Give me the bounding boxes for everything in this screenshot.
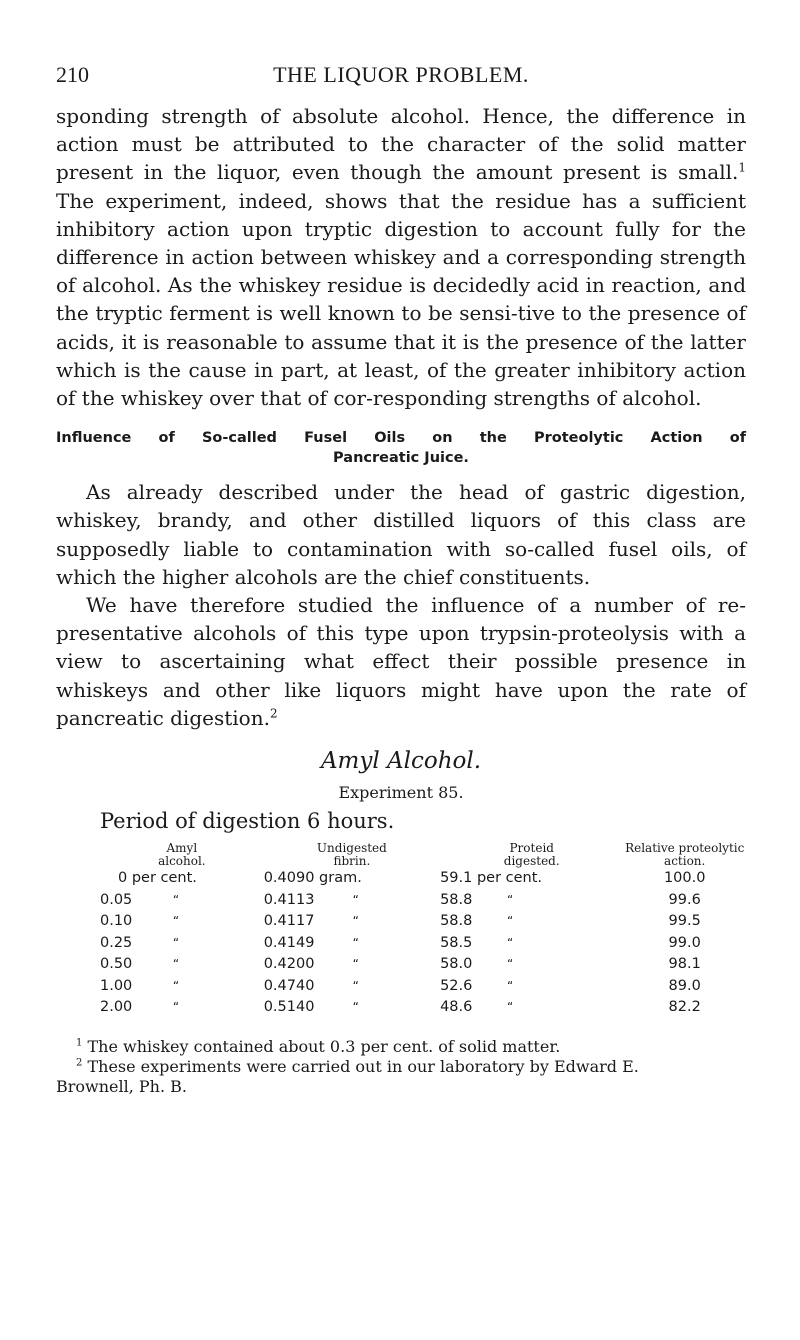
cell-value: 2.00 (100, 999, 133, 1016)
section-heading-line1: Influence of So-called Fusel Oils on the Proteolytic Action of (56, 430, 746, 447)
footnote-ref-2: 2 (269, 706, 278, 721)
ditto-mark: “ (172, 935, 180, 950)
cell-proteid (440, 976, 623, 998)
cell-value: 0.4113 (263, 891, 315, 908)
table-row (100, 954, 746, 976)
header-text: alcohol. (158, 854, 206, 869)
ditto-mark: “ (352, 892, 359, 907)
footnote-mark: 1 (76, 1037, 83, 1049)
ditto-mark: “ (172, 1000, 180, 1015)
cell-value: 58.0 (440, 956, 473, 973)
ditto-mark: “ (172, 978, 180, 993)
ditto-mark: “ (506, 914, 514, 929)
page-body (56, 102, 746, 1097)
paragraph-fusel-oils: As already described under the head of gastric digestion, whiskey, brandy, and other distilled liquors of this class are supposedly liable to contamination with so-called fusel oils, of which the higher alcohols are the chief constituents. (56, 480, 746, 589)
header-amyl-alcohol (100, 842, 264, 868)
cell-relative: 99.5 (668, 913, 701, 930)
ditto-mark: “ (506, 1000, 514, 1015)
header-undigested-fibrin (264, 842, 440, 868)
cell-relative: 98.1 (668, 956, 701, 973)
section-heading (56, 428, 746, 468)
cell-fibrin (264, 997, 440, 1019)
cell-value: 0.4149 (263, 934, 315, 951)
header-text: action. (664, 854, 706, 869)
ditto-mark: “ (506, 935, 514, 950)
cell-relative: 99.0 (668, 934, 701, 951)
cell-value: 0.25 (100, 934, 133, 951)
cell-value: 58.8 (440, 913, 473, 930)
paragraph-continuation (56, 102, 746, 412)
cell-relative: 82.2 (668, 999, 701, 1016)
ditto-mark: “ (352, 978, 359, 993)
experiment-label: Experiment 85. (338, 783, 464, 803)
header-text: Proteid (509, 841, 554, 856)
header-text: fibrin. (333, 854, 371, 869)
table-row (100, 976, 746, 998)
cell-proteid (440, 997, 623, 1019)
cell-proteid (440, 933, 623, 955)
cell-proteid (440, 954, 623, 976)
paragraph-study (56, 591, 746, 732)
header-text: Relative proteolytic (625, 841, 745, 856)
cell-amyl (100, 933, 264, 955)
cell-fibrin (264, 954, 440, 976)
table-row (100, 933, 746, 955)
header-text: Undigested (316, 841, 387, 856)
cell-relative: 89.0 (668, 977, 701, 994)
cell-proteid (440, 890, 623, 912)
table-row (100, 911, 746, 933)
footnote-text: These experiments were carried out in our laboratory by Edward E. (82, 1056, 639, 1076)
table-title: Amyl Alcohol. (320, 748, 482, 775)
footnote-mark: 2 (76, 1057, 83, 1069)
ditto-mark: “ (506, 892, 514, 907)
cell-value: 0.05 (100, 891, 133, 908)
paragraph-text: sponding strength of absolute alcohol. Hence, the difference in action must be attributed to the character of the solid matter present in the liquor, even though the amount present is small. (56, 104, 746, 185)
cell-relative: 100.0 (663, 870, 706, 887)
cell-amyl (100, 954, 264, 976)
footnote-text: The whiskey contained about 0.3 per cent. of solid matter. (82, 1036, 561, 1056)
table-row (100, 997, 746, 1019)
ditto-mark: “ (172, 892, 180, 907)
footnote-ref-1: 1 (738, 160, 746, 175)
cell-value: 52.6 (440, 977, 473, 994)
section-heading-line2: Pancreatic Juice. (333, 450, 469, 467)
footnotes (56, 1037, 746, 1097)
cell-amyl (100, 976, 264, 998)
table-header-row (100, 842, 746, 868)
ditto-mark: “ (172, 914, 180, 929)
ditto-mark: “ (506, 978, 514, 993)
ditto-mark: “ (172, 957, 180, 972)
cell-value: 58.8 (440, 891, 473, 908)
cell-fibrin (264, 911, 440, 933)
cell-relative: 99.6 (668, 891, 701, 908)
footnote-2-continuation: Brownell, Ph. B. (56, 1076, 187, 1096)
cell-fibrin: 0.4090 gram. (263, 870, 362, 887)
paragraph-text: We have therefore studied the influence of a number of re-presentative alcohols of this type upon trypsin-proteolysis with a view to ascertaining what effect their possible presence in whiskeys and other like liquors might have upon the rate of pancreatic digestion. (56, 593, 746, 730)
header-text: Amyl (166, 841, 198, 856)
table-row (100, 890, 746, 912)
cell-fibrin (264, 976, 440, 998)
ditto-mark: “ (506, 957, 514, 972)
amyl-alcohol-table (100, 842, 746, 1019)
cell-value: 1.00 (100, 977, 133, 994)
cell-value: 0.10 (100, 913, 133, 930)
footnote-2 (56, 1057, 746, 1077)
cell-value: 0.5140 (263, 999, 315, 1016)
paragraph-text: The experiment, indeed, shows that the residue has a sufficient inhibitory action upon tryptic digestion to account fully for the difference in action between whiskey and a corresponding strength of alcohol. As the whiskey residue is decidedly acid in reaction, and the tryptic ferment is well known to be sensi-tive to the presence of acids, it is reasonable to assume that it is the presence of the latter which is the cause in part, at least, of the greater inhibitory action of the whiskey over that of cor-responding strengths of alcohol. (56, 188, 746, 411)
cell-value: 0.4117 (263, 913, 315, 930)
header-text: digested. (503, 854, 560, 869)
header-relative-action (623, 842, 746, 868)
cell-value: 0.4740 (263, 977, 315, 994)
ditto-mark: “ (352, 957, 359, 972)
cell-amyl: 0 per cent. (118, 870, 197, 887)
cell-amyl (100, 890, 264, 912)
cell-value: 58.5 (440, 934, 473, 951)
cell-fibrin (264, 890, 440, 912)
cell-amyl (100, 997, 264, 1019)
cell-amyl (100, 911, 264, 933)
header-proteid-digested (440, 842, 623, 868)
ditto-mark: “ (352, 935, 359, 950)
footnote-1 (56, 1037, 746, 1057)
running-title: THE LIQUOR PROBLEM. (273, 62, 529, 87)
page-number: 210 (56, 62, 89, 87)
ditto-mark: “ (352, 914, 359, 929)
cell-value: 48.6 (440, 999, 473, 1016)
cell-proteid: 59.1 per cent. (440, 870, 543, 887)
table-row (100, 868, 746, 890)
cell-proteid (440, 911, 623, 933)
cell-value: 0.4200 (263, 956, 315, 973)
cell-value: 0.50 (100, 956, 133, 973)
digestion-period: Period of digestion 6 hours. (100, 809, 395, 834)
ditto-mark: “ (352, 1000, 359, 1015)
running-header (56, 62, 746, 92)
cell-fibrin (264, 933, 440, 955)
